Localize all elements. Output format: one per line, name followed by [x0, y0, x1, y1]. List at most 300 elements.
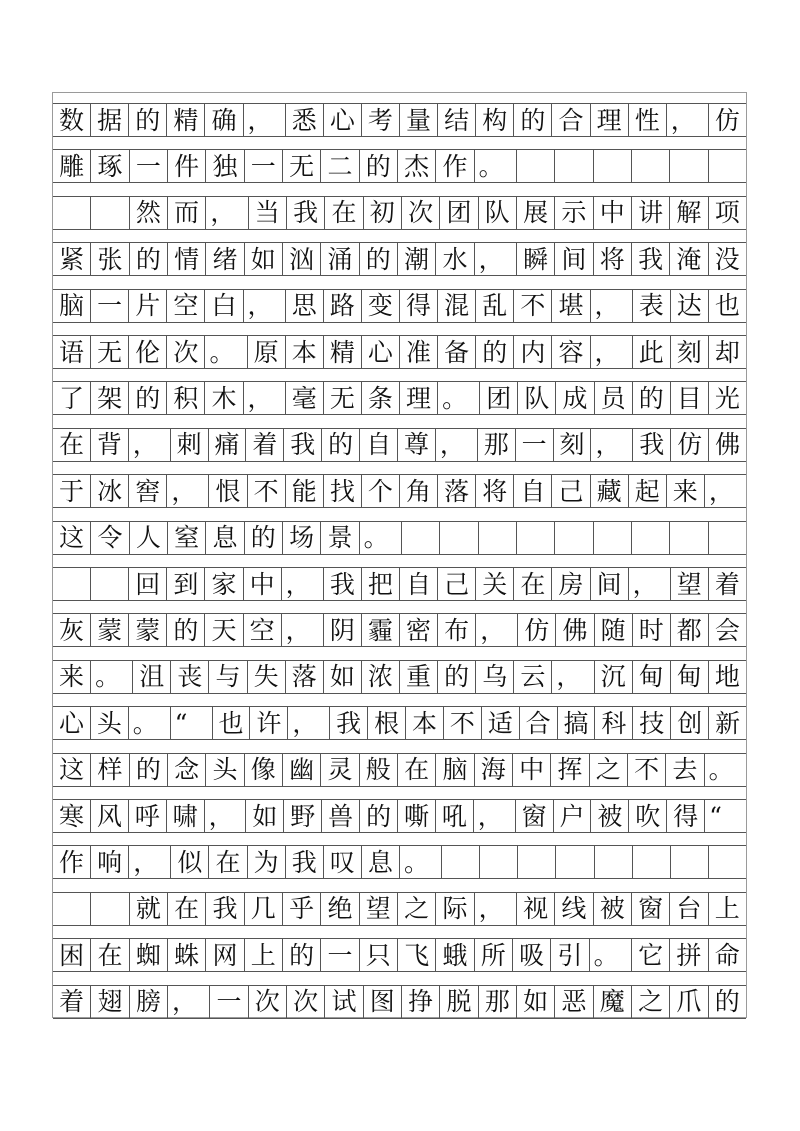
grid-cell: 白 [205, 290, 243, 322]
grid-cell: 一 [91, 290, 129, 322]
grid-cell: 房 [552, 568, 590, 600]
grid-cell: 刻 [671, 336, 709, 368]
grid-cell: 得 [667, 800, 705, 832]
grid-cell: 在 [398, 754, 436, 786]
grid-cell: 的 [167, 614, 205, 646]
grid-cell: 。 [590, 939, 632, 971]
grid-cell: 人 [130, 522, 168, 554]
composition-grid-paper [52, 92, 747, 1018]
grid-cell: 得 [400, 290, 438, 322]
grid-cell: 我 [287, 197, 325, 229]
grid-cell: 上 [245, 939, 283, 971]
grid-cell: ， [167, 475, 209, 507]
grid-cell: 仿 [518, 614, 556, 646]
grid-cell: 魔 [594, 986, 632, 1018]
grid-cell: 之 [590, 754, 628, 786]
grid-cell: 混 [438, 290, 476, 322]
grid-row [53, 381, 746, 415]
grid-cell: 不 [628, 754, 666, 786]
grid-cell: 条 [362, 382, 400, 414]
grid-cell: 户 [554, 800, 592, 832]
grid-cell: 路 [324, 290, 362, 322]
grid-cell: 引 [551, 939, 589, 971]
grid-cell: 时 [633, 614, 671, 646]
grid-cell: 幽 [283, 754, 321, 786]
grid-cell: 头 [206, 754, 244, 786]
grid-cell: 木 [205, 382, 243, 414]
grid-cell: 恨 [209, 475, 247, 507]
grid-cell: 回 [129, 568, 167, 600]
grid-cell: 水 [436, 243, 474, 275]
grid-cell: 甸 [671, 661, 709, 693]
grid-row [53, 149, 746, 183]
grid-cell: 蛾 [436, 939, 474, 971]
grid-cell: 此 [633, 336, 671, 368]
grid-cell: 困 [53, 939, 91, 971]
grid-cell: 解 [670, 197, 708, 229]
grid-cell [53, 568, 91, 600]
grid-cell: 为 [248, 846, 286, 878]
grid-cell: 乱 [476, 290, 514, 322]
grid-cell: 望 [360, 893, 398, 925]
grid-cell: 。 [708, 755, 734, 785]
grid-cell: 精 [167, 104, 205, 136]
grid-row [53, 521, 746, 555]
grid-cell: 如 [517, 986, 555, 1018]
grid-cell: 头 [91, 707, 129, 739]
grid-cell: 架 [91, 382, 129, 414]
grid-cell: 理 [400, 382, 438, 414]
grid-row [53, 985, 746, 1019]
grid-cell: 据 [91, 104, 129, 136]
grid-cell: 自 [360, 429, 398, 461]
grid-cell: 蛛 [168, 939, 206, 971]
grid-cell: 一 [210, 986, 248, 1018]
grid-cell: 在 [325, 197, 363, 229]
grid-cell: 能 [286, 475, 324, 507]
grid-cell: 的 [130, 754, 168, 786]
grid-cell: 网 [206, 939, 244, 971]
grid-row [53, 103, 746, 137]
grid-cell: 在 [91, 939, 129, 971]
grid-row [53, 660, 746, 694]
grid-cell: 情 [168, 243, 206, 275]
grid-cell: 己 [438, 568, 476, 600]
grid-cell: 的 [633, 382, 671, 414]
grid-cell: 语 [53, 336, 91, 368]
grid-cell: 角 [400, 475, 438, 507]
grid-cell: 达 [671, 290, 709, 322]
grid-cell: 试 [325, 986, 363, 1018]
grid-cell: 根 [368, 707, 406, 739]
grid-cell: 己 [552, 475, 590, 507]
grid-cell: 。 [360, 522, 402, 554]
grid-cell: 成 [556, 382, 594, 414]
grid-cell: 涌 [321, 243, 359, 275]
grid-cell: 杰 [398, 150, 436, 182]
grid-cell: 在 [209, 846, 247, 878]
grid-cell: 布 [438, 614, 476, 646]
grid-cell: 吼 [436, 800, 474, 832]
grid-row [53, 706, 746, 740]
grid-cell: 团 [480, 382, 518, 414]
grid-cell: 落 [438, 475, 476, 507]
grid-cell: 作 [53, 846, 91, 878]
grid-cell: ， [667, 104, 709, 136]
grid-cell: 会 [714, 615, 740, 645]
grid-cell: 沮 [133, 661, 171, 693]
grid-cell: 队 [518, 382, 556, 414]
grid-cell: 许 [250, 707, 288, 739]
grid-cell: 在 [168, 893, 206, 925]
grid-cell: 次 [167, 336, 205, 368]
grid-cell: 队 [479, 197, 517, 229]
grid-cell: ， [282, 614, 324, 646]
grid-cell [632, 522, 670, 554]
grid-cell: 台 [670, 893, 708, 925]
grid-cell: 佛 [715, 430, 741, 460]
grid-cell: 景 [321, 522, 359, 554]
grid-cell: 一 [130, 150, 168, 182]
grid-cell: “ [709, 801, 722, 831]
grid-cell: 次 [249, 986, 287, 1018]
grid-cell: 蜘 [130, 939, 168, 971]
grid-cell: 家 [205, 568, 243, 600]
grid-cell: 潮 [398, 243, 436, 275]
grid-cell: 。 [129, 707, 171, 739]
grid-cell: 我 [633, 429, 671, 461]
grid-cell: 命 [714, 940, 740, 970]
grid-row [53, 428, 746, 462]
grid-cell: 这 [53, 754, 91, 786]
grid-cell: 的 [476, 336, 514, 368]
grid-cell: 合 [552, 104, 590, 136]
grid-cell: ， [129, 846, 171, 878]
grid-cell: 与 [209, 661, 247, 693]
grid-cell: 我 [206, 893, 244, 925]
grid-cell: 被 [594, 893, 632, 925]
grid-cell: 如 [245, 243, 283, 275]
grid-cell [91, 568, 129, 600]
grid-cell: 次 [287, 986, 325, 1018]
grid-cell: 嘶 [398, 800, 436, 832]
grid-cell: 中 [513, 754, 551, 786]
grid-cell: 就 [130, 893, 168, 925]
grid-cell: 灰 [53, 614, 91, 646]
grid-cell: 在 [53, 429, 91, 461]
grid-cell: 场 [283, 522, 321, 554]
grid-cell [671, 846, 709, 878]
grid-cell: 刻 [554, 429, 592, 461]
grid-cell: 不 [514, 290, 552, 322]
grid-cell [402, 522, 440, 554]
grid-cell: 的 [360, 150, 398, 182]
grid-cell [555, 522, 593, 554]
grid-cell: 。 [91, 661, 133, 693]
grid-cell: 样 [91, 754, 129, 786]
grid-cell: 令 [91, 522, 129, 554]
grid-cell: 随 [595, 614, 633, 646]
grid-cell: 一 [516, 429, 554, 461]
grid-cell: 响 [91, 846, 129, 878]
grid-cell: 无 [324, 382, 362, 414]
grid-cell: 准 [400, 336, 438, 368]
grid-cell: 我 [284, 429, 322, 461]
grid-cell: 在 [514, 568, 552, 600]
grid-cell: 示 [555, 197, 593, 229]
grid-cell: 。 [475, 150, 517, 182]
grid-cell: 片 [129, 290, 167, 322]
grid-cell: 没 [714, 244, 740, 274]
grid-cell [480, 846, 518, 878]
grid-cell: 心 [324, 104, 362, 136]
grid-cell: 线 [555, 893, 593, 925]
grid-cell [632, 150, 670, 182]
grid-cell: 构 [476, 104, 514, 136]
grid-cell: 毫 [286, 382, 324, 414]
grid-cell: 间 [555, 243, 593, 275]
grid-cell: 窗 [516, 800, 554, 832]
grid-cell: 失 [248, 661, 286, 693]
grid-cell: 不 [248, 475, 286, 507]
grid-cell: 却 [714, 337, 740, 367]
grid-cell: 本 [286, 336, 324, 368]
grid-cell: ， [129, 429, 171, 461]
grid-cell: ， [282, 568, 324, 600]
grid-cell [670, 150, 708, 182]
grid-cell: 蒙 [91, 614, 129, 646]
grid-cell: 脱 [440, 986, 478, 1018]
grid-cell: ， [436, 429, 478, 461]
grid-cell: 紧 [53, 243, 91, 275]
grid-cell: 的 [283, 939, 321, 971]
grid-cell: 之 [398, 893, 436, 925]
grid-cell: 中 [244, 568, 282, 600]
grid-cell: 我 [286, 846, 324, 878]
grid-cell: 它 [632, 939, 670, 971]
grid-cell [442, 846, 480, 878]
grid-cell: 尊 [398, 429, 436, 461]
grid-cell: ， [205, 800, 247, 832]
grid-cell [633, 846, 671, 878]
grid-cell: 一 [245, 150, 283, 182]
grid-cell: 的 [438, 661, 476, 693]
grid-cell: ， [244, 290, 286, 322]
grid-cell: 搞 [558, 707, 596, 739]
grid-cell [594, 522, 632, 554]
grid-cell: 考 [362, 104, 400, 136]
grid-cell: 甸 [633, 661, 671, 693]
grid-cell: 图 [364, 986, 402, 1018]
grid-cell: 我 [330, 707, 368, 739]
grid-cell: 展 [517, 197, 555, 229]
grid-cell: 。 [400, 846, 442, 878]
grid-cell: 堪 [552, 290, 590, 322]
grid-cell: 来 [53, 661, 91, 693]
grid-cell: 霾 [362, 614, 400, 646]
grid-row [53, 567, 746, 601]
grid-cell: 自 [514, 475, 552, 507]
grid-cell: 仿 [714, 105, 740, 135]
grid-cell: 员 [595, 382, 633, 414]
grid-row [53, 196, 746, 230]
grid-cell: 团 [440, 197, 478, 229]
grid-cell: 着 [246, 429, 284, 461]
grid-cell: 啸 [167, 800, 205, 832]
grid-cell: 变 [362, 290, 400, 322]
grid-cell: 乎 [283, 893, 321, 925]
grid-cell: 思 [286, 290, 324, 322]
grid-cell: 了 [53, 382, 91, 414]
grid-cell: 上 [714, 894, 740, 924]
grid-row [53, 242, 746, 276]
grid-cell: 藏 [591, 475, 629, 507]
grid-cell: 风 [91, 800, 129, 832]
grid-cell: 膀 [130, 986, 168, 1018]
grid-cell: ， [475, 893, 517, 925]
grid-cell: 光 [714, 383, 740, 413]
grid-cell: 的 [714, 987, 740, 1017]
grid-cell: 。 [438, 382, 480, 414]
grid-cell: 阴 [324, 614, 362, 646]
grid-cell: ， [708, 476, 734, 506]
grid-cell: 当 [249, 197, 287, 229]
grid-cell: 中 [594, 197, 632, 229]
grid-cell: 际 [436, 893, 474, 925]
grid-cell: 刺 [171, 429, 209, 461]
grid-cell: 也 [714, 291, 740, 321]
grid-cell: 吸 [513, 939, 551, 971]
grid-cell: 着 [53, 986, 91, 1018]
grid-cell: 我 [632, 243, 670, 275]
grid-cell: 地 [714, 662, 740, 692]
grid-cell: 呼 [129, 800, 167, 832]
grid-cell: 那 [479, 986, 517, 1018]
grid-cell: 无 [91, 336, 129, 368]
grid-cell: 吹 [629, 800, 667, 832]
grid-cell [555, 150, 593, 182]
grid-cell: 痛 [209, 429, 247, 461]
grid-cell: 一 [321, 939, 359, 971]
grid-row [53, 799, 746, 833]
grid-cell: 海 [475, 754, 513, 786]
grid-cell: 似 [171, 846, 209, 878]
grid-cell: 新 [715, 708, 741, 738]
grid-cell: 无 [283, 150, 321, 182]
grid-cell: 。 [205, 336, 247, 368]
grid-cell: 容 [552, 336, 590, 368]
grid-cell: 而 [168, 197, 206, 229]
grid-cell: 寒 [53, 800, 91, 832]
grid-cell: ， [629, 568, 671, 600]
grid-cell: 我 [324, 568, 362, 600]
grid-cell: 几 [245, 893, 283, 925]
grid-cell: 的 [360, 243, 398, 275]
grid-cell: 自 [400, 568, 438, 600]
grid-cell: 积 [167, 382, 205, 414]
grid-cell [53, 197, 91, 229]
grid-cell: “ [171, 707, 213, 739]
grid-cell: 之 [632, 986, 670, 1018]
grid-cell: 数 [53, 104, 91, 136]
grid-cell: 伦 [129, 336, 167, 368]
grid-cell: 将 [476, 475, 514, 507]
grid-cell: 淹 [670, 243, 708, 275]
grid-cell: 二 [321, 150, 359, 182]
grid-cell: 窒 [168, 522, 206, 554]
grid-cell: 琢 [91, 150, 129, 182]
grid-cell: 创 [671, 707, 709, 739]
grid-cell [91, 197, 129, 229]
grid-cell: 视 [517, 893, 555, 925]
grid-cell: ， [244, 104, 286, 136]
grid-cell: ， [474, 800, 516, 832]
grid-cell: 的 [322, 429, 360, 461]
grid-cell: 雕 [53, 150, 91, 182]
grid-cell: 作 [436, 150, 474, 182]
grid-cell: 件 [168, 150, 206, 182]
grid-cell: 张 [91, 243, 129, 275]
grid-cell [709, 522, 746, 554]
grid-cell: 技 [633, 707, 671, 739]
grid-cell: 表 [633, 290, 671, 322]
grid-cell: 备 [438, 336, 476, 368]
grid-cell: ， [476, 614, 518, 646]
grid-cell: 望 [671, 568, 709, 600]
grid-cell [517, 522, 555, 554]
grid-cell: 讲 [632, 197, 670, 229]
grid-cell: 飞 [398, 939, 436, 971]
grid-cell: 不 [444, 707, 482, 739]
grid-cell: 恶 [555, 986, 593, 1018]
grid-cell: 结 [438, 104, 476, 136]
grid-cell [440, 522, 478, 554]
grid-cell: 如 [246, 800, 284, 832]
grid-cell: 浓 [362, 661, 400, 693]
grid-cell: 确 [205, 104, 243, 136]
grid-cell: 窗 [632, 893, 670, 925]
grid-cell: 原 [248, 336, 286, 368]
grid-cell: 脑 [53, 290, 91, 322]
grid-cell: 息 [362, 846, 400, 878]
grid-cell: 叹 [324, 846, 362, 878]
grid-cell: 落 [286, 661, 324, 693]
grid-cell: ， [244, 382, 286, 414]
grid-cell [53, 893, 91, 925]
grid-cell: 野 [284, 800, 322, 832]
grid-cell: 初 [364, 197, 402, 229]
grid-cell [709, 846, 746, 878]
grid-cell: 适 [482, 707, 520, 739]
grid-cell: 合 [520, 707, 558, 739]
grid-cell: 都 [671, 614, 709, 646]
grid-cell: ， [475, 243, 517, 275]
grid-cell: 汹 [283, 243, 321, 275]
grid-cell: 然 [130, 197, 168, 229]
grid-cell [594, 150, 632, 182]
grid-cell: 来 [667, 475, 705, 507]
grid-cell: 冰 [91, 475, 129, 507]
grid-cell [595, 846, 633, 878]
grid-cell: 于 [53, 475, 91, 507]
grid-cell: 所 [475, 939, 513, 971]
grid-cell: 窖 [129, 475, 167, 507]
grid-row [53, 289, 746, 323]
grid-cell [517, 150, 555, 182]
grid-cell: 着 [714, 569, 740, 599]
grid-row [53, 753, 746, 787]
grid-cell: 的 [129, 104, 167, 136]
